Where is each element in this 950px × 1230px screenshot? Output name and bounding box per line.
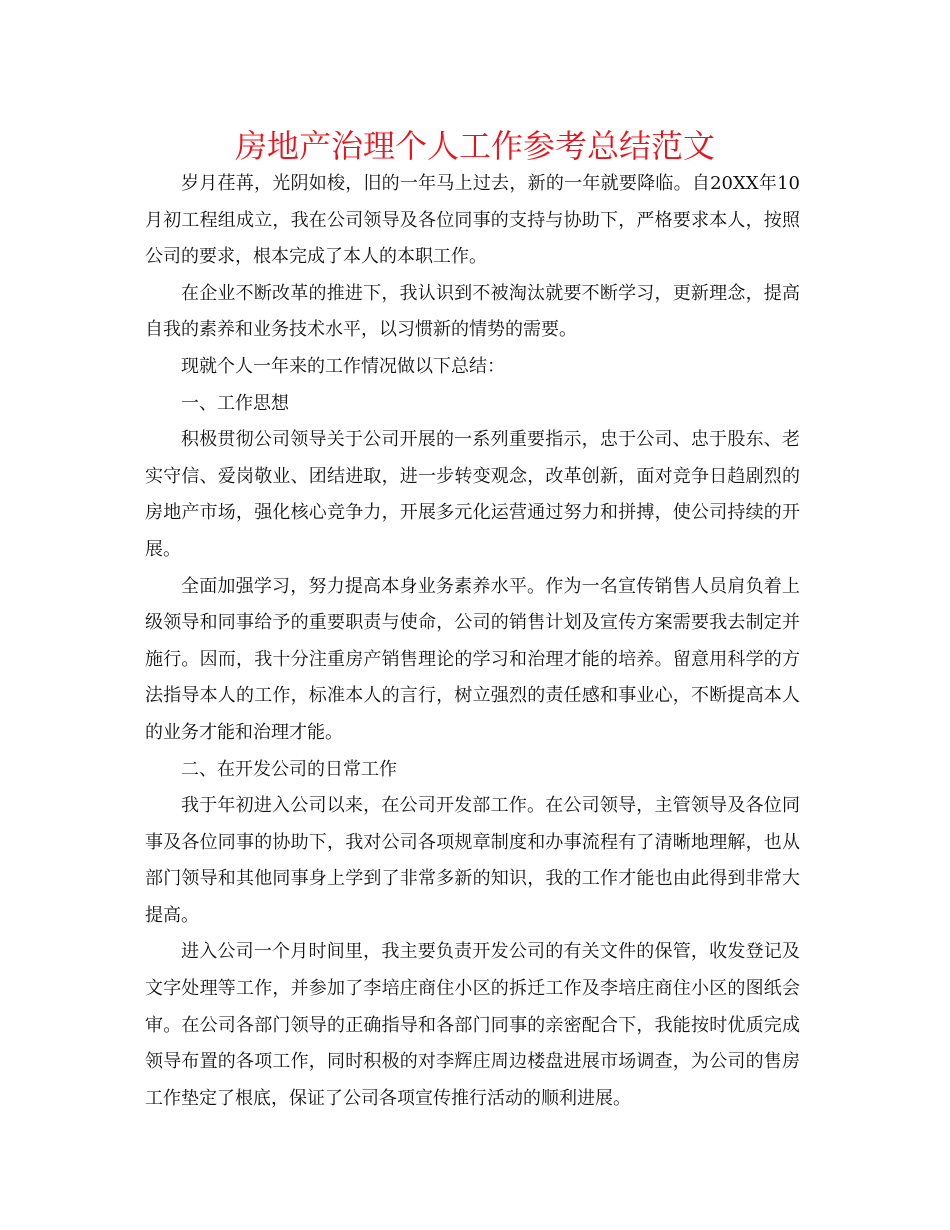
document-body bbox=[145, 166, 800, 1117]
paragraph-intro: 岁月荏苒，光阴如梭，旧的一年马上过去，新的一年就要降临。自20XX年10月初工程组成立，我在公司领导及各位同事的支持与协助下，严格要求本人，按照公司的要求，根本完成了本人的本职工作。 bbox=[145, 173, 800, 268]
paragraph-first-month: 进入公司一个月时间里，我主要负责开发公司的有关文件的保管，收发登记及文字处理等工作，并参加了李培庄商住小区的拆迁工作及李培庄商住小区的图纸会审。在公司各部门领导的正确指导和各部门同事的亲密配合下，我能按时优质完成领导布置的各项工作，同时积极的对李辉庄周边楼盘进展市场调查，为公司的售房工作垫定了根底，保证了公司各项宣传推行活动的顺利进展。 bbox=[145, 941, 800, 1109]
paragraph-thought: 积极贯彻公司领导关于公司开展的一系列重要指示，忠于公司、忠于股东、老实守信、爱岗敬业、团结进取，进一步转变观念，改革创新，面对竞争日趋剧烈的房地产市场，强化核心竞争力，开展多元化运营通过努力和拼搏，使公司持续的开展。 bbox=[145, 429, 800, 560]
paragraph-daily-work: 我于年初进入公司以来，在公司开发部工作。在公司领导，主管领导及各位同事及各位同事的协助下，我对公司各项规章制度和办事流程有了清晰地理解，也从部门领导和其他同事身上学到了非常多新的知识，我的工作才能也由此得到非常大提高。 bbox=[145, 795, 800, 926]
section-heading-2: 二、在开发公司的日常工作 bbox=[181, 758, 397, 780]
paragraph-summary-lead: 现就个人一年来的工作情况做以下总结： bbox=[181, 355, 505, 377]
paragraph-study: 全面加强学习，努力提高本身业务素养水平。作为一名宣传销售人员肩负着上级领导和同事给予的重要职责与使命，公司的销售计划及宣传方案需要我去制定并施行。因而，我十分注重房产销售理论的学习和治理才能的培养。留意用科学的方法指导本人的工作，标准本人的言行，树立强烈的责任感和事业心，不断提高本人的业务才能和治理才能。 bbox=[145, 575, 800, 743]
section-heading-1: 一、工作思想 bbox=[181, 392, 289, 414]
document-title: 房地产治理个人工作参考总结范文 bbox=[234, 127, 715, 165]
paragraph-learning: 在企业不断改革的推进下，我认识到不被淘汰就要不断学习，更新理念，提高自我的素养和业务技术水平，以习惯新的情势的需要。 bbox=[145, 282, 800, 341]
